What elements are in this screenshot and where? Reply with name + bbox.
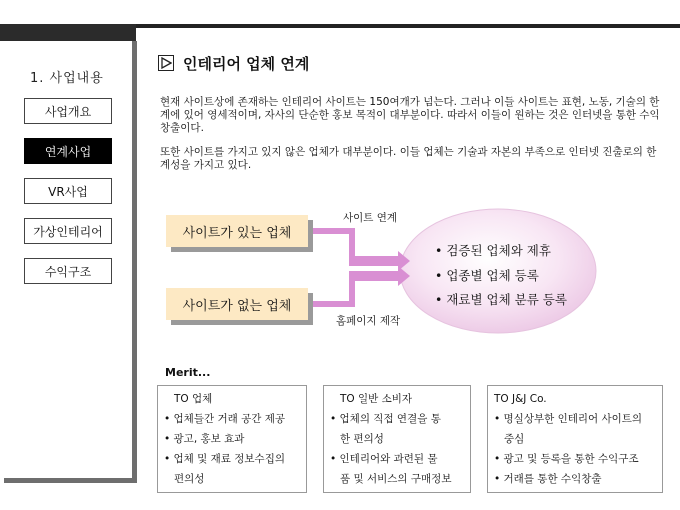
sidebar-item-vr[interactable]: VR사업 bbox=[24, 178, 112, 204]
merit-box-vendors bbox=[157, 385, 307, 493]
merit-line: • 거래를 통한 수익창출 bbox=[494, 473, 602, 485]
merit-box-heading: TO 업체 bbox=[174, 393, 213, 405]
merit-box-heading: TO 일반 소비자 bbox=[340, 393, 413, 405]
sidebar-item-partnership[interactable]: 연계사업 bbox=[24, 138, 112, 164]
merit-line: • 업체의 직접 연결을 통 bbox=[330, 413, 441, 425]
merit-label: Merit... bbox=[165, 366, 211, 379]
source-without-site: 사이트가 없는 업체 bbox=[166, 288, 308, 320]
merit-line: • 업체들간 거래 공간 제공 bbox=[164, 413, 285, 425]
merit-line: 편의성 bbox=[164, 473, 205, 485]
service-item-industry: • 업종별 업체 등록 bbox=[435, 268, 539, 283]
sidebar-item-virtual-interior[interactable]: 가상인테리어 bbox=[24, 218, 112, 244]
link-label-top: 사이트 연계 bbox=[343, 212, 398, 224]
sidebar-title: 1. 사업내용 bbox=[30, 71, 104, 86]
merit-line: • 업체 및 재료 정보수집의 bbox=[164, 453, 285, 465]
flow-arrows bbox=[308, 228, 410, 307]
merit-line: 품 및 서비스의 구매정보 bbox=[330, 473, 452, 485]
merit-box-company bbox=[487, 385, 663, 493]
intro-paragraph: 현재 사이트상에 존재하는 인테리어 사이트는 150여개가 넘는다. 그러나 이들 사이트는 표현, 노동, 기술의 한계에 있어 영세적이며, 자사의 단순한 홍보 목적이 대부분이다. 따라서 이들이 원하는 것은 인터넷을 통한 수익창출이다. bbox=[160, 96, 660, 134]
sidebar-item-overview[interactable]: 사업개요 bbox=[24, 98, 112, 124]
page-title: 인테리어 업체 연계 bbox=[183, 55, 310, 73]
merit-box-heading: TO J&J Co. bbox=[494, 393, 547, 405]
merit-box-consumers bbox=[323, 385, 471, 493]
service-item-material: • 재료별 업체 분류 등록 bbox=[435, 292, 567, 307]
merit-line: • 광고, 홍보 효과 bbox=[164, 433, 245, 445]
merit-line: • 광고 및 등록을 통한 수익구조 bbox=[494, 453, 639, 465]
source-with-site: 사이트가 있는 업체 bbox=[166, 215, 308, 247]
merit-line: • 인테리어와 과련된 물 bbox=[330, 453, 438, 465]
second-paragraph: 또한 사이트를 가지고 있지 않은 업체가 대부분이다. 이들 업체는 기술과 자본의 부족으로 인터넷 진출로의 한계성을 가지고 있다. bbox=[160, 146, 657, 171]
service-item-verified: • 검증된 업체와 제휴 bbox=[435, 243, 551, 258]
sidebar-item-revenue[interactable]: 수익구조 bbox=[24, 258, 112, 284]
link-label-bottom: 홈페이지 제작 bbox=[336, 315, 401, 327]
merit-line: • 명실상부한 인테리어 사이트의 bbox=[494, 413, 643, 425]
merit-line: 중심 bbox=[494, 433, 525, 445]
merit-line: 한 편의성 bbox=[330, 433, 384, 445]
